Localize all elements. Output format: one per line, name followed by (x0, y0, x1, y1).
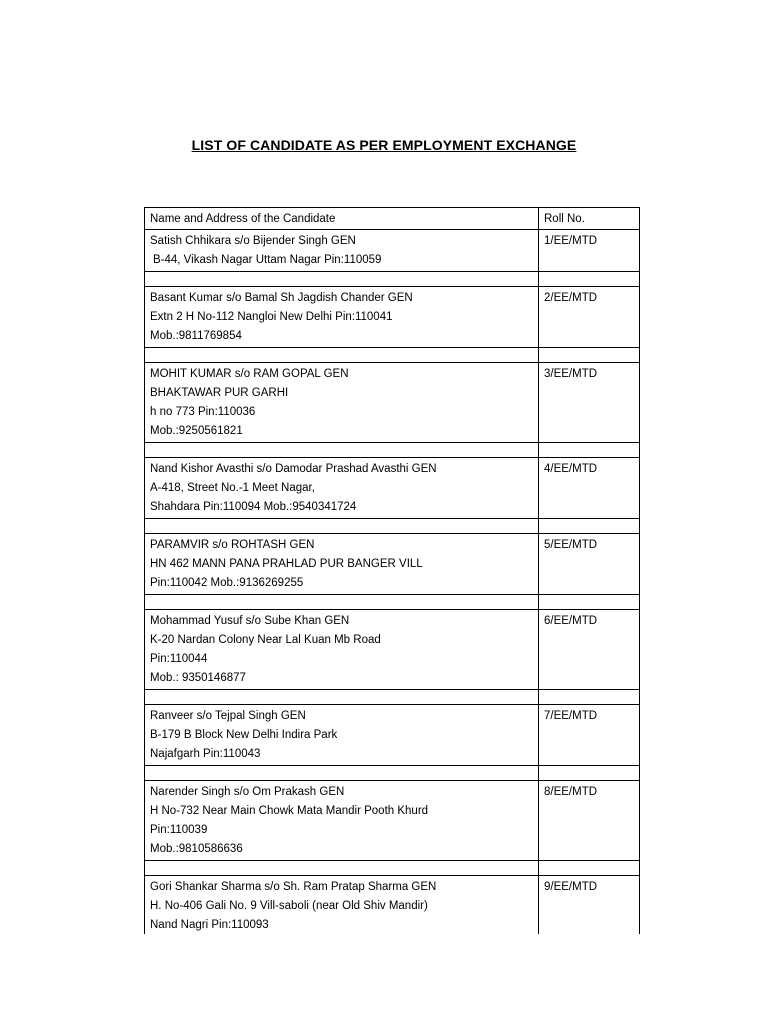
candidate-address-line: A-418, Street No.-1 Meet Nagar, (150, 482, 315, 494)
spacer-cell (539, 272, 640, 287)
candidate-name: PARAMVIR s/o ROHTASH GEN (150, 539, 315, 551)
candidate-address-line: Pin:110039 (150, 824, 208, 836)
spacer-row (145, 348, 640, 363)
table-row (145, 705, 640, 766)
header-name-address: Name and Address of the Candidate (145, 208, 539, 230)
candidate-address-line: Mob.: 9350146877 (150, 672, 246, 684)
spacer-row (145, 595, 640, 610)
candidate-address-line: H No-732 Near Main Chowk Mata Mandir Pooth Khurd (150, 805, 429, 817)
spacer-cell (539, 519, 640, 534)
table-header-row (145, 208, 640, 230)
candidate-name: Nand Kishor Avasthi s/o Damodar Prashad Avasthi GEN (150, 463, 437, 475)
candidate-name-address (145, 781, 539, 861)
candidate-name: MOHIT KUMAR s/o RAM GOPAL GEN (150, 368, 349, 380)
roll-number: 3/EE/MTD (539, 363, 640, 443)
candidate-address-line: H. No-406 Gali No. 9 Vill-saboli (near Old Shiv Mandir) (150, 900, 428, 912)
spacer-cell (145, 519, 539, 534)
candidate-name-address (145, 287, 539, 348)
table-row (145, 287, 640, 348)
spacer-cell (539, 861, 640, 876)
spacer-cell (539, 766, 640, 781)
candidate-name: Basant Kumar s/o Bamal Sh Jagdish Chander GEN (150, 292, 413, 304)
candidate-address-line: K-20 Nardan Colony Near Lal Kuan Mb Road (150, 634, 381, 646)
candidate-name-address (145, 534, 539, 595)
page-crop-mask (140, 934, 640, 1024)
spacer-row (145, 690, 640, 705)
spacer-cell (145, 766, 539, 781)
candidate-name: Satish Chhikara s/o Bijender Singh GEN (150, 235, 356, 247)
spacer-cell (145, 861, 539, 876)
candidate-address-line: Pin:110042 Mob.:9136269255 (150, 577, 304, 589)
candidate-address-line: Pin:110044 (150, 653, 208, 665)
spacer-row (145, 272, 640, 287)
spacer-cell (145, 690, 539, 705)
table-row (145, 534, 640, 595)
spacer-cell (539, 690, 640, 705)
candidate-address-line: Najafgarh Pin:110043 (150, 748, 261, 760)
candidate-name-address (145, 458, 539, 519)
spacer-row (145, 443, 640, 458)
table-row (145, 876, 640, 937)
spacer-row (145, 861, 640, 876)
roll-number: 9/EE/MTD (539, 876, 640, 937)
candidate-name-address (145, 230, 539, 272)
spacer-cell (539, 348, 640, 363)
candidate-name-address (145, 876, 539, 937)
candidate-address-line: Extn 2 H No-112 Nangloi New Delhi Pin:110041 (150, 311, 393, 323)
roll-number: 1/EE/MTD (539, 230, 640, 272)
candidate-address-line: Nand Nagri Pin:110093 (150, 919, 269, 931)
spacer-cell (539, 443, 640, 458)
candidate-name: Ranveer s/o Tejpal Singh GEN (150, 710, 306, 722)
candidate-name: Narender Singh s/o Om Prakash GEN (150, 786, 345, 798)
candidate-name-address (145, 363, 539, 443)
spacer-cell (145, 348, 539, 363)
spacer-cell (145, 443, 539, 458)
roll-number: 5/EE/MTD (539, 534, 640, 595)
candidate-address-line: Mob.:9810586636 (150, 843, 243, 855)
document-title: LIST OF CANDIDATE AS PER EMPLOYMENT EXCHANGE (191, 137, 577, 153)
spacer-cell (145, 595, 539, 610)
candidate-table (144, 207, 640, 937)
candidate-address-line: HN 462 MANN PANA PRAHLAD PUR BANGER VILL (150, 558, 423, 570)
roll-number: 2/EE/MTD (539, 287, 640, 348)
candidate-address-line: Shahdara Pin:110094 Mob.:9540341724 (150, 501, 357, 513)
roll-number: 6/EE/MTD (539, 610, 640, 690)
roll-number: 7/EE/MTD (539, 705, 640, 766)
spacer-cell (539, 595, 640, 610)
roll-number: 4/EE/MTD (539, 458, 640, 519)
roll-number: 8/EE/MTD (539, 781, 640, 861)
table-row (145, 230, 640, 272)
candidate-name: Gori Shankar Sharma s/o Sh. Ram Pratap Sharma GEN (150, 881, 437, 893)
candidate-address-line: B-179 B Block New Delhi Indira Park (150, 729, 338, 741)
table-row (145, 363, 640, 443)
spacer-cell (145, 272, 539, 287)
candidate-address-line: Mob.:9811769854 (150, 330, 242, 342)
candidate-address-line: B-44, Vikash Nagar Uttam Nagar Pin:110059 (153, 254, 382, 266)
candidate-name: Mohammad Yusuf s/o Sube Khan GEN (150, 615, 350, 627)
table-row (145, 610, 640, 690)
table-row (145, 458, 640, 519)
header-roll-no: Roll No. (539, 208, 640, 230)
candidate-address-line: h no 773 Pin:110036 (150, 406, 256, 418)
candidate-name-address (145, 705, 539, 766)
candidate-address-line: BHAKTAWAR PUR GARHI (150, 387, 289, 399)
candidate-name-address (145, 610, 539, 690)
candidate-address-line: Mob.:9250561821 (150, 425, 243, 437)
table-row (145, 781, 640, 861)
spacer-row (145, 519, 640, 534)
spacer-row (145, 766, 640, 781)
